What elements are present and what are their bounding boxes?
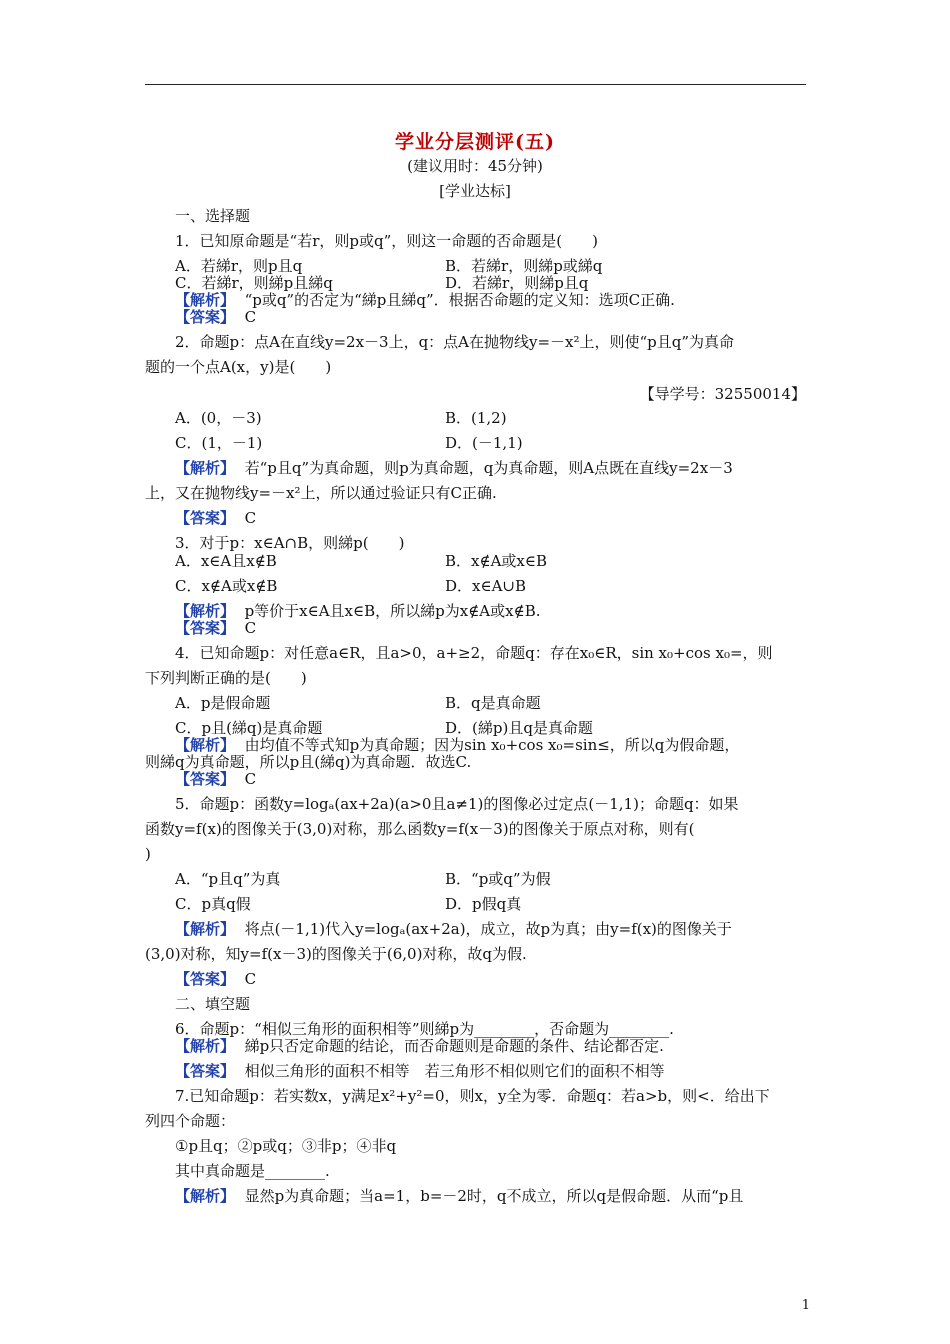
answer-tag: 【答案】 <box>175 970 236 988</box>
q1-stem: 1．已知原命题是“若r，则p或q”，则这一命题的否命题是( ) <box>175 232 598 250</box>
answer-tag: 【答案】 <box>175 770 236 788</box>
q5-stem-line2: 函数y=f(x)的图像关于(3,0)对称，那么函数y=f(x－3)的图像关于原点对称，则有( <box>145 820 695 838</box>
q6-answer <box>175 1061 806 1081</box>
analysis-tag: 【解析】 <box>175 1037 236 1055</box>
q4-answer-text: C <box>244 770 257 788</box>
q3-options-row2 <box>175 576 806 596</box>
q3-option-a: A．x∈A且x∉B <box>175 552 277 570</box>
q4-stem-line1: 4．已知命题p：对任意a∈R，且a>0，a+≥2，命题q：存在x₀∈R，sin x₀+cos x₀=，则 <box>175 644 773 662</box>
q3-stem: 3．对于p：x∈A∩B，则綈p( ) <box>175 534 405 552</box>
q4-option-b: B．q是真命题 <box>445 694 541 712</box>
q4-analysis-text1: 由均值不等式知p为真命题；因为sin x₀+cos x₀=sin≤，所以q为假命题， <box>244 736 740 754</box>
section-fill-heading: 二、填空题 <box>175 995 251 1013</box>
q4-option-c: C．p且(綈q)是真命题 <box>175 719 323 737</box>
q6-answer-text: 相似三角形的面积不相等 若三角形不相似则它们的面积不相等 <box>244 1062 665 1080</box>
q5-analysis-line2: (3,0)对称，知y=f(x－3)的图像关于(6,0)对称，故q为假. <box>145 945 527 963</box>
q1-option-d: D．若綈r，则綈p且q <box>445 274 589 292</box>
q3-option-d: D．x∈A∪B <box>445 577 527 595</box>
analysis-tag: 【解析】 <box>175 920 236 938</box>
page-title: 学业分层测评(五) <box>395 131 555 153</box>
q1-option-b: B．若綈r，则綈p或綈q <box>445 257 603 275</box>
section-choice-heading: 一、选择题 <box>175 207 251 225</box>
q4-stem-line2: 下列判断正确的是( ) <box>145 669 307 687</box>
q4-analysis-line2: 则綈q为真命题，所以p且(綈q)为真命题．故选C. <box>145 753 472 771</box>
q2-analysis-text1: 若“p且q”为真命题，则p为真命题，q为真命题，则A点既在直线y=2x－3 <box>244 459 733 477</box>
suggested-time: (建议用时：45分钟) <box>407 157 543 175</box>
q4-options-row1 <box>175 693 806 713</box>
q5-options-row2 <box>175 894 806 914</box>
q5-stem-line3: ) <box>145 845 151 863</box>
q2-options-row2 <box>175 433 806 453</box>
q5-analysis-text1: 将点(－1,1)代入y=logₐ(ax+2a)，成立，故p为真；由y=f(x)的图像关于 <box>244 920 732 938</box>
q6-analysis-text: 綈p只否定命题的结论，而否命题则是命题的条件、结论都否定. <box>244 1037 664 1055</box>
page-number: 1 <box>801 1298 810 1313</box>
q2-stem-line2: 题的一个点A(x，y)是( ) <box>145 358 332 376</box>
q3-answer-text: C <box>244 619 257 637</box>
q4-option-d: D．(綈p)且q是真命题 <box>445 719 593 737</box>
q3-answer <box>175 618 806 638</box>
q1-analysis-text: “p或q”的否定为“綈p且綈q”．根据否命题的定义知：选项C正确. <box>244 291 675 309</box>
analysis-tag: 【解析】 <box>175 459 236 477</box>
q1-answer <box>175 307 806 327</box>
q2-option-a: A．(0，－3) <box>175 409 262 427</box>
level-label: [学业达标] <box>439 182 511 200</box>
q1-option-a: A．若綈r，则p且q <box>175 257 303 275</box>
q2-options-row1 <box>175 408 806 428</box>
answer-tag: 【答案】 <box>175 308 236 326</box>
q3-options-row1 <box>175 551 806 571</box>
q2-option-d: D．(－1,1) <box>445 434 523 452</box>
q7-options: ①p且q；②p或q；③非p；④非q <box>175 1137 397 1155</box>
q2-answer-text: C <box>244 509 257 527</box>
q2-stem-line1: 2．命题p：点A在直线y=2x－3上，q：点A在抛物线y=－x²上，则使“p且q”为真命 <box>175 333 735 351</box>
analysis-tag: 【解析】 <box>175 602 236 620</box>
analysis-tag: 【解析】 <box>175 736 236 754</box>
q5-answer-text: C <box>244 970 257 988</box>
q4-option-a: A．p是假命题 <box>175 694 271 712</box>
q5-options-row1 <box>175 869 806 889</box>
q2-answer <box>175 508 806 528</box>
q2-guide-number: 【导学号：32550014】 <box>639 385 806 403</box>
q1-answer-text: C <box>244 308 257 326</box>
q6-stem: 6．命题p：“相似三角形的面积相等”则綈p为________，否命题为________. <box>175 1020 674 1038</box>
q2-analysis-line2: 上，又在抛物线y=－x²上，所以通过验证只有C正确. <box>145 484 497 502</box>
answer-tag: 【答案】 <box>175 619 236 637</box>
q6-analysis <box>175 1036 806 1056</box>
q7-analysis <box>175 1186 806 1206</box>
q1-option-c: C．若綈r，则綈p且綈q <box>175 274 333 292</box>
q5-option-a: A．“p且q”为真 <box>175 870 281 888</box>
q4-answer <box>175 769 806 789</box>
q3-analysis-text: p等价于x∈A且x∈B，所以綈p为x∉A或x∉B. <box>244 602 541 620</box>
answer-tag: 【答案】 <box>175 509 236 527</box>
q5-stem-line1: 5．命题p：函数y=logₐ(ax+2a)(a>0且a≠1)的图像必过定点(－1,1)；命题q：如果 <box>175 795 739 813</box>
header-rule <box>145 84 806 85</box>
q7-analysis-text: 显然p为真命题；当a=1，b=－2时，q不成立，所以q是假命题．从而“p且 <box>244 1187 744 1205</box>
q2-analysis-line1 <box>175 458 806 478</box>
analysis-tag: 【解析】 <box>175 1187 236 1205</box>
q7-stem-line1: 7.已知命题p：若实数x，y满足x²+y²=0，则x，y全为零．命题q：若a>b，则<．给出下 <box>175 1087 770 1105</box>
answer-tag: 【答案】 <box>175 1062 236 1080</box>
q5-analysis-line1 <box>175 919 806 939</box>
q2-option-b: B．(1,2) <box>445 409 507 427</box>
q5-option-c: C．p真q假 <box>175 895 251 913</box>
q5-option-d: D．p假q真 <box>445 895 522 913</box>
q5-answer <box>175 969 806 989</box>
q5-option-b: B．“p或q”为假 <box>445 870 551 888</box>
analysis-tag: 【解析】 <box>175 291 236 309</box>
q7-stem-line2: 列四个命题： <box>145 1112 236 1130</box>
q3-option-c: C．x∉A或x∉B <box>175 577 278 595</box>
q3-option-b: B．x∉A或x∈B <box>445 552 548 570</box>
q2-option-c: C．(1，－1) <box>175 434 263 452</box>
q7-ask: 其中真命题是________. <box>175 1162 330 1180</box>
